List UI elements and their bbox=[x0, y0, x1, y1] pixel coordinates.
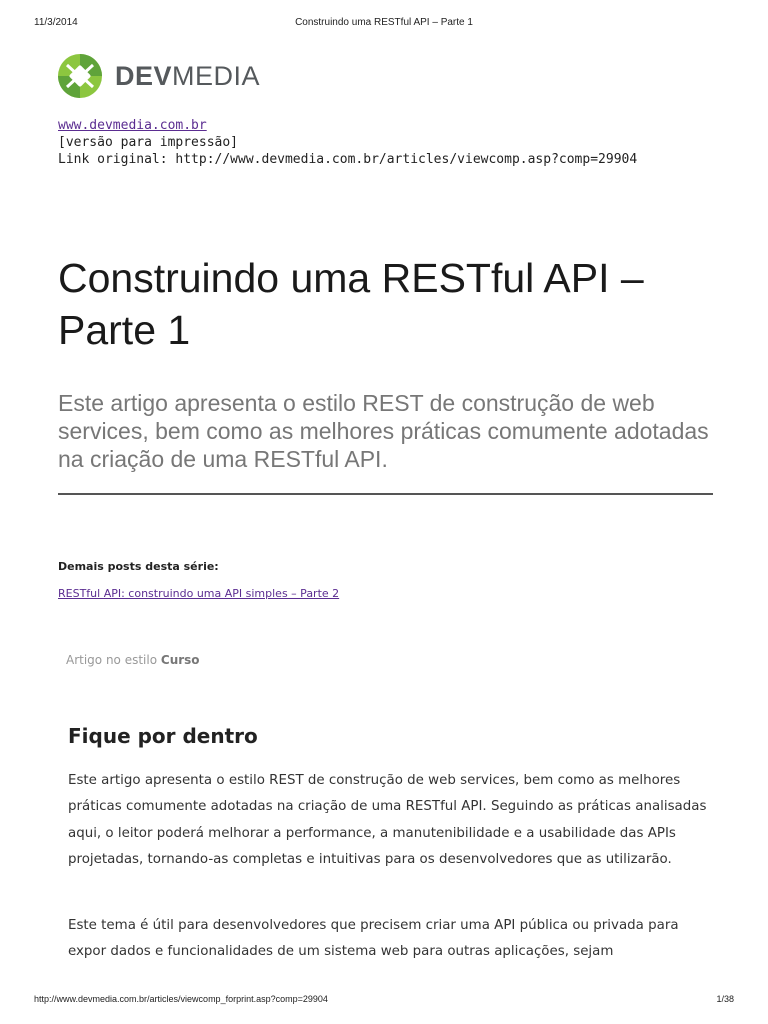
print-meta bbox=[58, 117, 637, 168]
paragraph: Este tema é útil para desenvolvedores que precisem criar uma API pública ou privada para expor dados e funcionalidades de um sistema web para outras aplicações, sejam bbox=[68, 918, 679, 960]
article-type-value: Curso bbox=[160, 653, 200, 667]
print-footer-url: http://www.devmedia.com.br/articles/viewcomp_forprint.asp?comp=29904 bbox=[34, 994, 328, 1004]
devmedia-logo[interactable] bbox=[57, 53, 260, 99]
paragraph: Este artigo apresenta o estilo REST de construção de web services, bem como as melhores práticas comumente adotadas na criação de uma RESTful API. Seguindo as práticas analisadas aqui, o leitor poderá melhorar a performance, a manutenibilidade e a usabilidade das APIs projetadas, tornando-as completas e intuitivas para os desenvolvedores que as utilizarão. bbox=[68, 773, 707, 867]
print-doc-title: Construindo uma RESTful API – Parte 1 bbox=[295, 17, 473, 28]
title-divider bbox=[58, 493, 713, 495]
print-date: 11/3/2014 bbox=[34, 17, 78, 28]
print-footer bbox=[0, 994, 768, 1008]
devmedia-logo-icon bbox=[57, 53, 103, 99]
print-page-number: 1/38 bbox=[716, 994, 734, 1004]
series-heading: Demais posts desta série: bbox=[58, 560, 219, 573]
article-title: Construindo uma RESTful API – Parte 1 bbox=[58, 255, 644, 353]
logo-wordmark: DEVMEDIA bbox=[115, 60, 261, 91]
series-link-part-2[interactable]: RESTful API: construindo uma API simples – Parte 2 bbox=[58, 587, 340, 600]
print-version-label: [versão para impressão] bbox=[58, 135, 239, 150]
article-lead: Este artigo apresenta o estilo REST de construção de web services, bem como as melhores práticas comumente adotadas na criação de uma RESTful API. bbox=[58, 390, 709, 472]
original-link: Link original: http://www.devmedia.com.br/articles/viewcomp.asp?comp=29904 bbox=[58, 152, 638, 167]
print-header bbox=[0, 17, 768, 31]
site-link[interactable]: www.devmedia.com.br bbox=[58, 118, 207, 133]
section-title: Fique por dentro bbox=[68, 724, 258, 748]
article-type: Artigo no estilo Curso bbox=[66, 653, 200, 667]
